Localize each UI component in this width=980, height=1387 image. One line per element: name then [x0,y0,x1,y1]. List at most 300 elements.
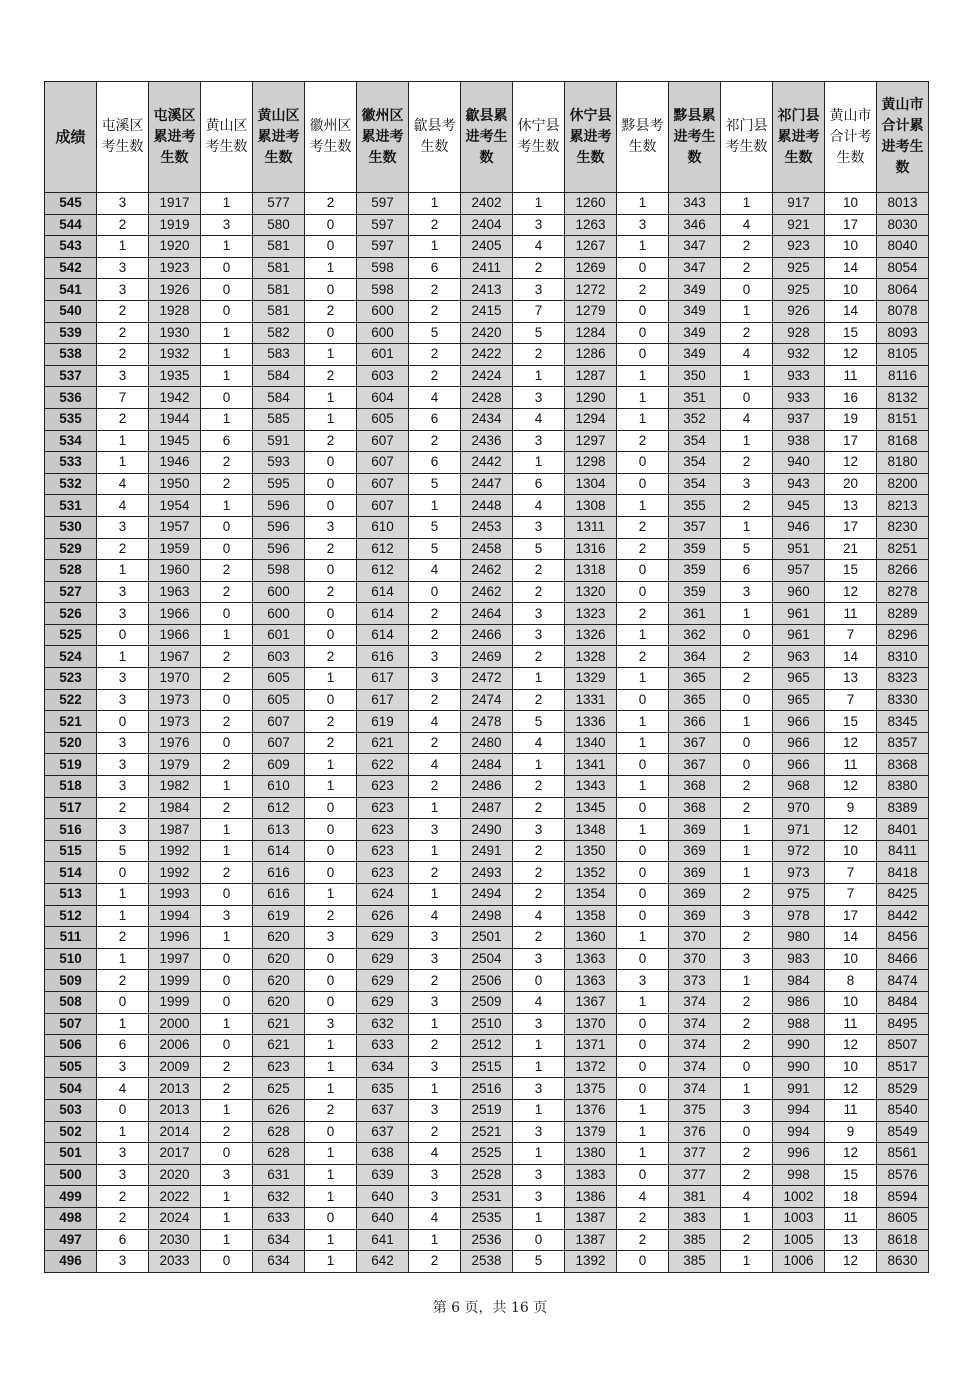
data-cell: 3 [97,581,149,603]
data-cell: 1 [617,365,669,387]
data-cell: 3 [97,1056,149,1078]
data-cell: 1287 [565,365,617,387]
data-cell: 637 [357,1121,409,1143]
data-cell: 3 [201,214,253,236]
data-cell: 1387 [565,1229,617,1251]
data-cell: 0 [305,991,357,1013]
data-cell: 1323 [565,603,617,625]
data-cell: 3 [409,1164,461,1186]
data-cell: 2528 [461,1164,513,1186]
data-cell: 8180 [877,452,929,474]
data-cell: 2 [97,344,149,366]
data-cell: 623 [253,1056,305,1078]
data-cell: 1 [409,1078,461,1100]
data-cell: 2501 [461,927,513,949]
data-cell: 2 [305,905,357,927]
data-cell: 980 [773,927,825,949]
data-cell: 10 [825,991,877,1013]
data-cell: 1371 [565,1035,617,1057]
score-cell: 509 [45,970,97,992]
data-cell: 1 [409,840,461,862]
data-cell: 349 [669,322,721,344]
score-cell: 529 [45,538,97,560]
data-cell: 0 [305,819,357,841]
data-cell: 2 [721,884,773,906]
data-cell: 2 [409,1035,461,1057]
data-cell: 0 [617,905,669,927]
data-cell: 357 [669,516,721,538]
data-cell: 8389 [877,797,929,819]
header-cell: 屯溪区考生数 [97,82,149,193]
data-cell: 617 [357,689,409,711]
data-cell: 2024 [149,1207,201,1229]
data-cell: 2 [305,732,357,754]
data-cell: 11 [825,1207,877,1229]
header-cell: 黄山市合计考生数 [825,82,877,193]
data-cell: 8345 [877,711,929,733]
data-cell: 2 [201,646,253,668]
data-cell: 10 [825,193,877,215]
data-cell: 8278 [877,581,929,603]
data-cell: 605 [357,408,409,430]
data-cell: 2 [409,862,461,884]
data-cell: 0 [617,1164,669,1186]
data-cell: 369 [669,884,721,906]
data-cell: 634 [253,1251,305,1273]
data-cell: 614 [253,840,305,862]
data-cell: 990 [773,1035,825,1057]
score-cell: 506 [45,1035,97,1057]
data-cell: 2453 [461,516,513,538]
data-cell: 2 [721,797,773,819]
data-cell: 2 [201,1121,253,1143]
table-row [45,279,929,301]
data-cell: 607 [357,473,409,495]
data-cell: 629 [357,991,409,1013]
data-cell: 629 [357,927,409,949]
data-cell: 364 [669,646,721,668]
data-cell: 963 [773,646,825,668]
data-cell: 2494 [461,884,513,906]
score-cell: 521 [45,711,97,733]
data-cell: 1 [513,1207,565,1229]
data-cell: 2 [721,1035,773,1057]
data-cell: 1269 [565,257,617,279]
table-row [45,300,929,322]
table-row [45,495,929,517]
data-cell: 8330 [877,689,929,711]
data-cell: 2466 [461,624,513,646]
data-cell: 2 [305,711,357,733]
data-cell: 1 [721,430,773,452]
data-cell: 1935 [149,365,201,387]
data-cell: 1 [721,840,773,862]
data-cell: 921 [773,214,825,236]
data-cell: 3 [97,689,149,711]
data-cell: 369 [669,862,721,884]
data-cell: 12 [825,1035,877,1057]
data-cell: 1352 [565,862,617,884]
data-cell: 2 [721,1013,773,1035]
data-cell: 1942 [149,387,201,409]
data-cell: 0 [721,1121,773,1143]
table-row [45,776,929,798]
data-cell: 612 [357,538,409,560]
data-cell: 8561 [877,1143,929,1165]
data-cell: 642 [357,1251,409,1273]
data-cell: 2 [513,776,565,798]
data-cell: 3 [617,970,669,992]
score-cell: 517 [45,797,97,819]
data-cell: 0 [305,603,357,625]
data-cell: 354 [669,452,721,474]
data-cell: 1973 [149,689,201,711]
data-cell: 928 [773,322,825,344]
data-cell: 4 [97,473,149,495]
data-cell: 2 [201,560,253,582]
data-cell: 1960 [149,560,201,582]
data-cell: 2 [97,927,149,949]
data-cell: 17 [825,214,877,236]
table-row [45,1186,929,1208]
table-row [45,452,929,474]
score-cell: 538 [45,344,97,366]
data-cell: 609 [253,754,305,776]
data-cell: 0 [617,1056,669,1078]
data-cell: 2 [201,668,253,690]
data-cell: 1 [617,193,669,215]
data-cell: 623 [357,776,409,798]
data-cell: 607 [357,495,409,517]
data-cell: 591 [253,430,305,452]
data-cell: 1963 [149,581,201,603]
data-cell: 2017 [149,1143,201,1165]
data-cell: 1 [305,754,357,776]
data-cell: 14 [825,646,877,668]
data-cell: 925 [773,279,825,301]
data-cell: 3 [409,948,461,970]
data-cell: 4 [513,732,565,754]
data-cell: 1350 [565,840,617,862]
data-cell: 601 [357,344,409,366]
data-cell: 2415 [461,300,513,322]
data-cell: 1 [305,1035,357,1057]
data-cell: 1 [721,819,773,841]
data-cell: 1341 [565,754,617,776]
data-cell: 1318 [565,560,617,582]
data-cell: 8618 [877,1229,929,1251]
data-cell: 2448 [461,495,513,517]
table-row [45,668,929,690]
table-row [45,408,929,430]
data-cell: 933 [773,365,825,387]
data-cell: 968 [773,776,825,798]
data-cell: 1 [201,1207,253,1229]
data-cell: 3 [201,905,253,927]
data-cell: 2512 [461,1035,513,1057]
data-cell: 8474 [877,970,929,992]
score-cell: 504 [45,1078,97,1100]
table-row [45,991,929,1013]
data-cell: 1340 [565,732,617,754]
data-cell: 970 [773,797,825,819]
data-cell: 996 [773,1143,825,1165]
data-cell: 0 [305,948,357,970]
score-cell: 496 [45,1251,97,1273]
data-cell: 12 [825,452,877,474]
data-cell: 961 [773,624,825,646]
data-cell: 1263 [565,214,617,236]
data-cell: 3 [409,927,461,949]
data-cell: 1 [617,624,669,646]
data-cell: 374 [669,1013,721,1035]
data-cell: 616 [357,646,409,668]
data-cell: 1973 [149,711,201,733]
data-cell: 632 [357,1013,409,1035]
data-cell: 983 [773,948,825,970]
data-cell: 8456 [877,927,929,949]
data-cell: 1367 [565,991,617,1013]
data-cell: 613 [253,819,305,841]
data-cell: 1290 [565,387,617,409]
data-cell: 12 [825,732,877,754]
data-cell: 3 [97,257,149,279]
data-cell: 624 [357,884,409,906]
table-row [45,344,929,366]
data-cell: 1 [721,1251,773,1273]
data-cell: 0 [513,1229,565,1251]
data-cell: 12 [825,1078,877,1100]
data-cell: 8495 [877,1013,929,1035]
data-cell: 17 [825,905,877,927]
data-cell: 2487 [461,797,513,819]
data-cell: 3 [97,279,149,301]
data-cell: 577 [253,193,305,215]
data-cell: 1 [305,1164,357,1186]
data-cell: 8357 [877,732,929,754]
data-cell: 585 [253,408,305,430]
data-cell: 1919 [149,214,201,236]
data-cell: 13 [825,668,877,690]
data-cell: 3 [201,1164,253,1186]
data-cell: 1 [305,1143,357,1165]
data-cell: 1 [97,905,149,927]
data-cell: 2493 [461,862,513,884]
data-cell: 2 [409,689,461,711]
data-cell: 2 [97,1207,149,1229]
data-cell: 966 [773,754,825,776]
data-cell: 0 [201,991,253,1013]
data-cell: 1 [305,344,357,366]
data-cell: 0 [305,495,357,517]
data-cell: 619 [357,711,409,733]
data-cell: 2 [409,603,461,625]
data-cell: 1308 [565,495,617,517]
data-cell: 1954 [149,495,201,517]
data-cell: 5 [513,322,565,344]
data-cell: 633 [253,1207,305,1229]
data-cell: 1 [409,236,461,258]
table-row [45,1078,929,1100]
data-cell: 3 [513,387,565,409]
data-cell: 369 [669,905,721,927]
data-cell: 8116 [877,365,929,387]
score-cell: 502 [45,1121,97,1143]
data-cell: 2 [513,344,565,366]
data-cell: 601 [253,624,305,646]
data-cell: 1 [201,1013,253,1035]
data-cell: 607 [357,430,409,452]
data-cell: 1 [721,516,773,538]
data-cell: 598 [357,279,409,301]
data-cell: 7 [825,689,877,711]
data-cell: 2 [721,1143,773,1165]
data-cell: 0 [201,970,253,992]
table-row [45,732,929,754]
data-cell: 3 [721,948,773,970]
data-cell: 2 [513,862,565,884]
data-cell: 1 [305,1078,357,1100]
data-cell: 623 [357,840,409,862]
data-cell: 0 [201,1035,253,1057]
data-cell: 13 [825,495,877,517]
data-cell: 607 [357,452,409,474]
header-cell: 徽州区考生数 [305,82,357,193]
data-cell: 8507 [877,1035,929,1057]
data-cell: 0 [97,1099,149,1121]
header-cell: 徽州区累进考生数 [357,82,409,193]
data-cell: 4 [513,408,565,430]
data-cell: 20 [825,473,877,495]
data-cell: 1311 [565,516,617,538]
data-cell: 597 [357,214,409,236]
data-cell: 8605 [877,1207,929,1229]
data-cell: 2006 [149,1035,201,1057]
table-row [45,1056,929,1078]
header-cell: 休宁县累进考生数 [565,82,617,193]
score-cell: 516 [45,819,97,841]
data-cell: 1959 [149,538,201,560]
data-cell: 3 [409,646,461,668]
data-cell: 1932 [149,344,201,366]
data-cell: 1997 [149,948,201,970]
data-cell: 8078 [877,300,929,322]
data-cell: 12 [825,776,877,798]
data-cell: 2033 [149,1251,201,1273]
data-cell: 633 [357,1035,409,1057]
header-cell: 歙县累进考生数 [461,82,513,193]
data-cell: 0 [305,1121,357,1143]
data-cell: 2462 [461,581,513,603]
score-cell: 499 [45,1186,97,1208]
data-cell: 5 [721,538,773,560]
data-cell: 4 [721,408,773,430]
data-cell: 361 [669,603,721,625]
data-cell: 5 [409,322,461,344]
data-cell: 1 [617,927,669,949]
data-cell: 7 [825,862,877,884]
data-cell: 8289 [877,603,929,625]
data-cell: 365 [669,668,721,690]
data-cell: 2 [201,1078,253,1100]
data-cell: 986 [773,991,825,1013]
data-cell: 3 [513,1164,565,1186]
data-cell: 8105 [877,344,929,366]
data-cell: 2535 [461,1207,513,1229]
table-row [45,1143,929,1165]
data-cell: 2404 [461,214,513,236]
data-cell: 2 [617,603,669,625]
data-cell: 8132 [877,387,929,409]
data-cell: 359 [669,538,721,560]
data-cell: 626 [253,1099,305,1121]
data-cell: 2 [513,689,565,711]
table-row [45,840,929,862]
data-cell: 1 [409,797,461,819]
data-cell: 359 [669,581,721,603]
data-cell: 349 [669,279,721,301]
data-cell: 8411 [877,840,929,862]
data-cell: 369 [669,819,721,841]
data-cell: 4 [409,1143,461,1165]
score-cell: 535 [45,408,97,430]
data-cell: 1 [201,840,253,862]
table-row [45,1207,929,1229]
data-cell: 2 [513,581,565,603]
data-cell: 1 [617,819,669,841]
data-cell: 8466 [877,948,929,970]
data-cell: 2525 [461,1143,513,1165]
data-cell: 1 [513,1143,565,1165]
data-cell: 2 [617,1229,669,1251]
data-cell: 1 [617,1099,669,1121]
data-cell: 12 [825,1143,877,1165]
data-cell: 0 [617,1251,669,1273]
score-cell: 540 [45,300,97,322]
data-cell: 6 [409,257,461,279]
data-cell: 4 [409,905,461,927]
data-cell: 1 [409,884,461,906]
data-cell: 14 [825,257,877,279]
data-cell: 1 [721,1078,773,1100]
data-cell: 0 [97,711,149,733]
data-cell: 2 [721,927,773,949]
data-cell: 3 [513,214,565,236]
data-cell: 11 [825,754,877,776]
data-cell: 966 [773,711,825,733]
table-row [45,1121,929,1143]
data-cell: 4 [409,387,461,409]
data-cell: 612 [253,797,305,819]
data-cell: 370 [669,948,721,970]
data-cell: 2 [305,365,357,387]
data-cell: 1006 [773,1251,825,1273]
data-cell: 1967 [149,646,201,668]
data-cell: 10 [825,1056,877,1078]
data-cell: 7 [97,387,149,409]
data-cell: 0 [201,948,253,970]
data-cell: 7 [825,624,877,646]
data-cell: 2 [721,646,773,668]
data-cell: 634 [253,1229,305,1251]
data-cell: 2472 [461,668,513,690]
data-cell: 3 [409,1186,461,1208]
data-cell: 0 [201,538,253,560]
table-row [45,797,929,819]
data-cell: 0 [617,452,669,474]
data-cell: 0 [721,1056,773,1078]
data-cell: 1267 [565,236,617,258]
